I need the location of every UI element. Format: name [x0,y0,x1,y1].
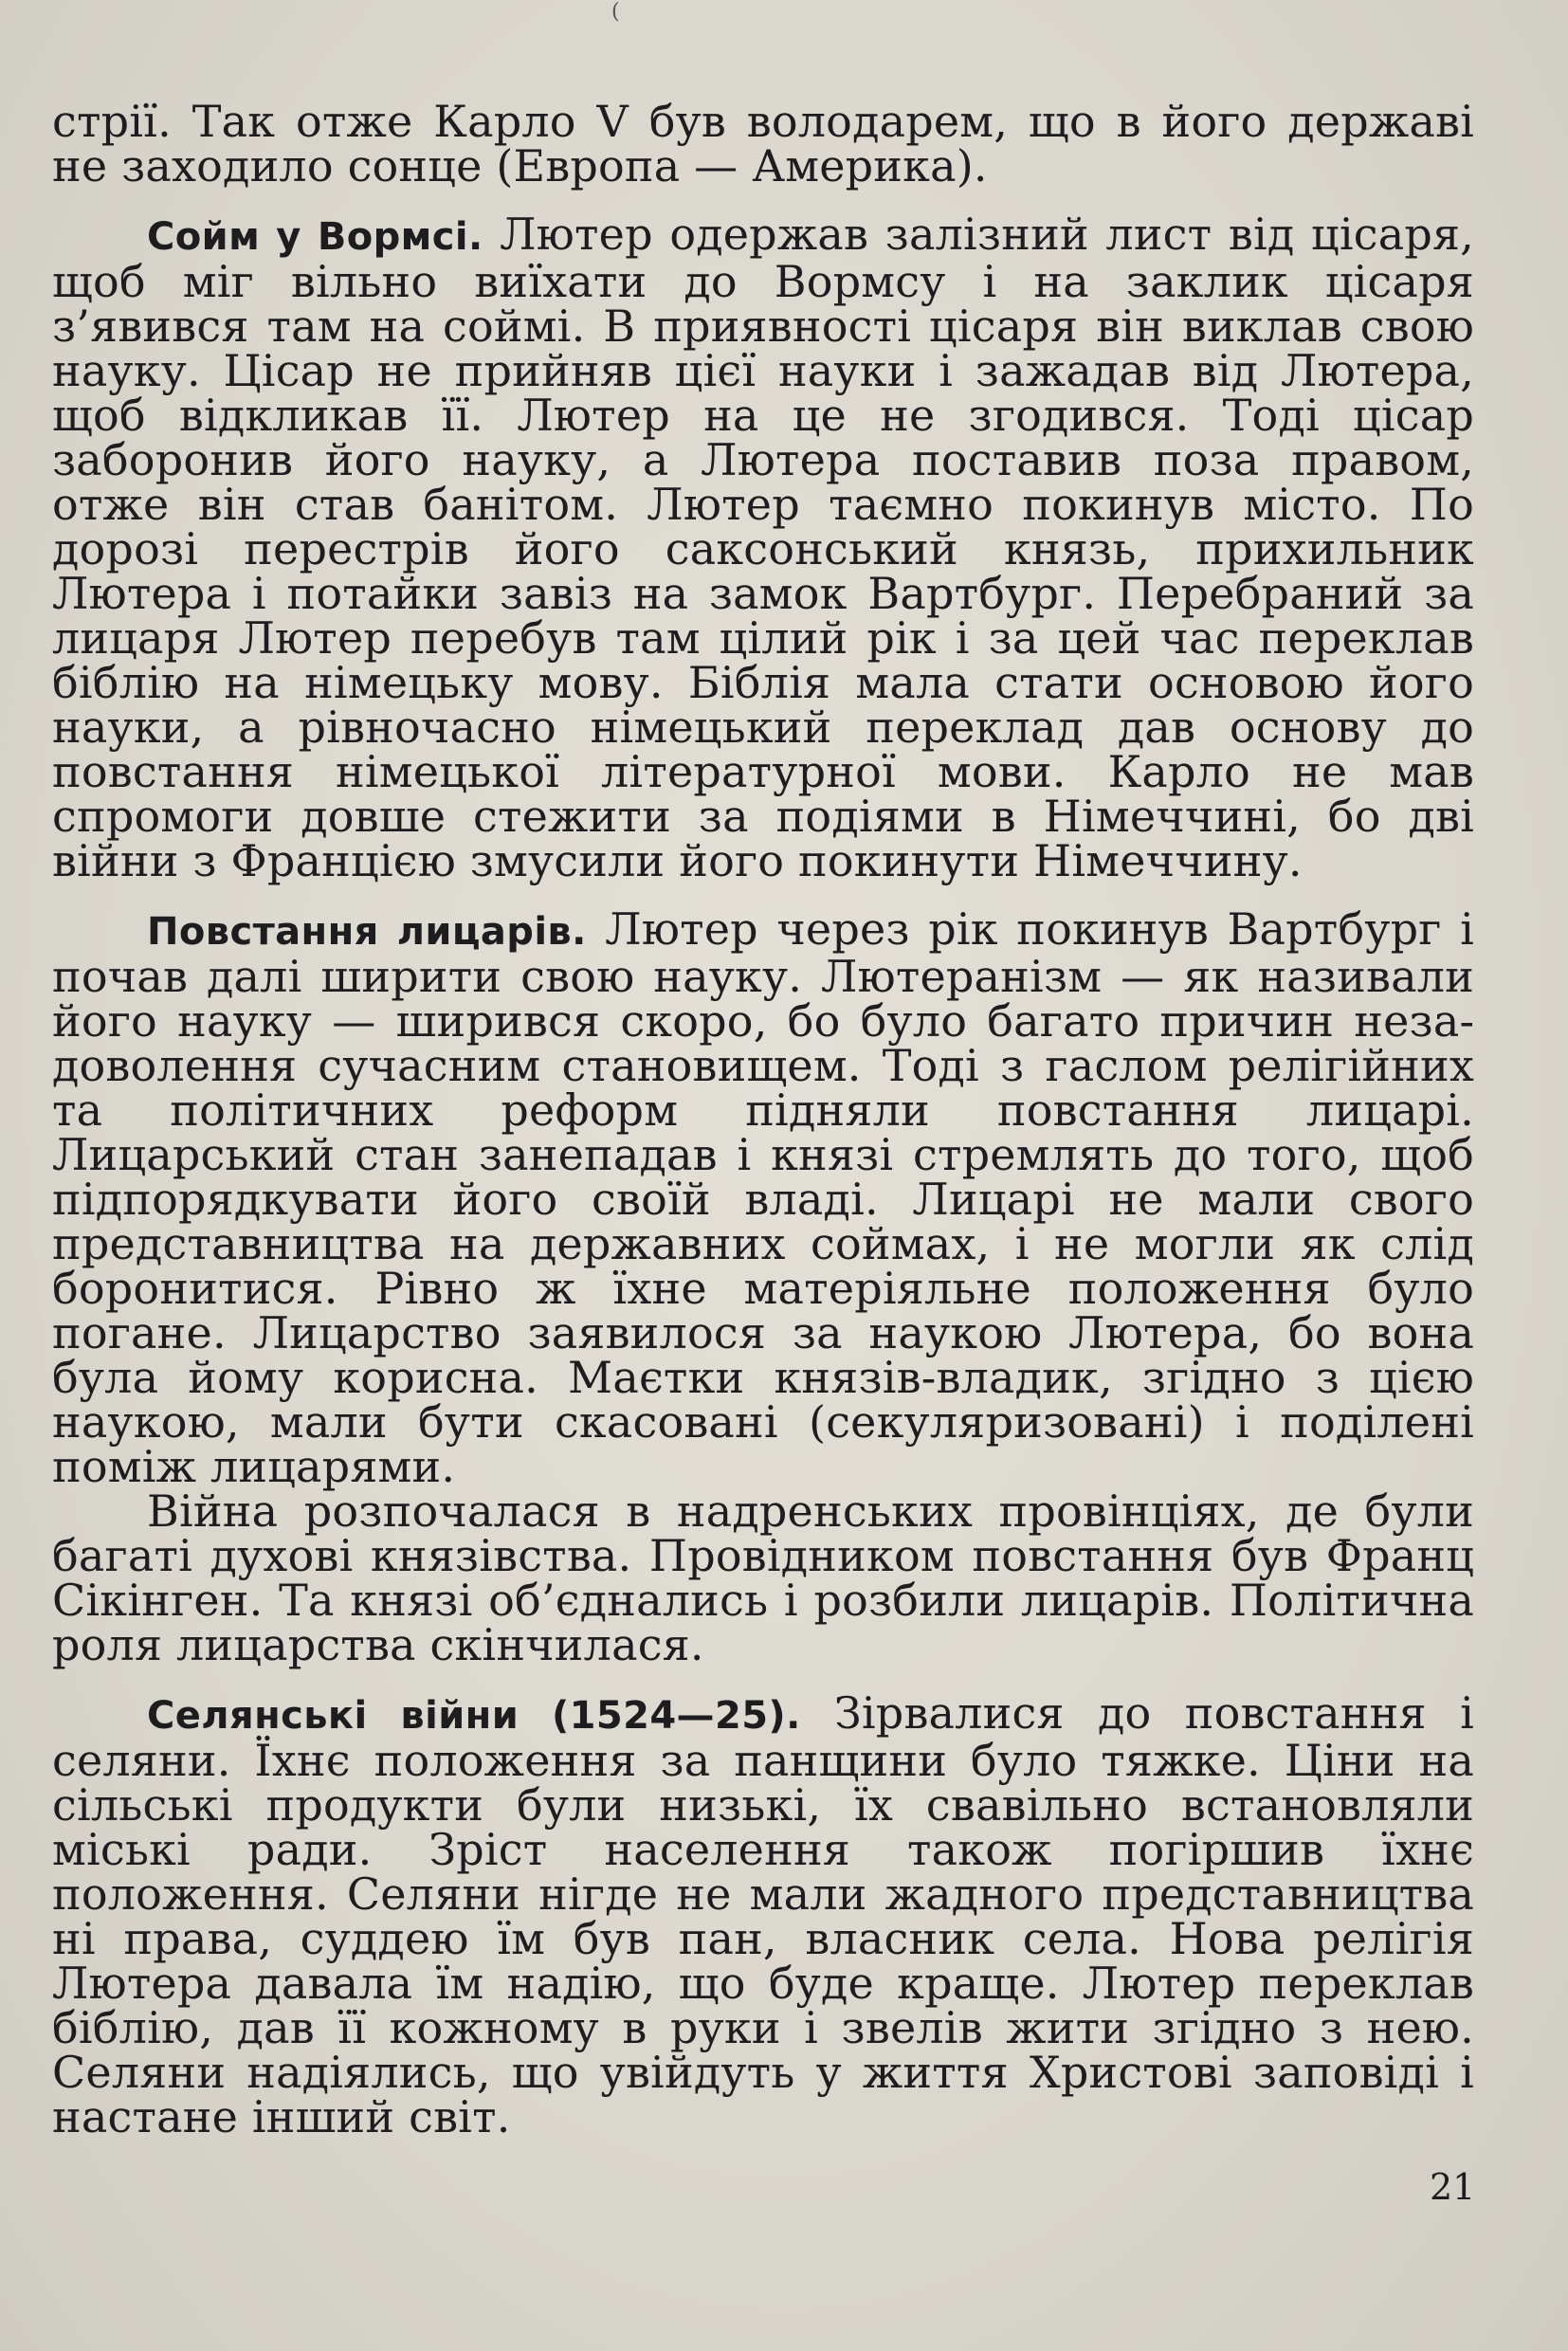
knights-heading: Повстання лицарів. [147,910,587,954]
knights-text: Лютер через рік покинув Вартбург і почав далі ширити свою науку. Лютеранізм — як називали його науку — ширився скоро, бо було багато причин незадоволення сучасним становищем. Тоді з гаслом релігійних та політичних реформ підняли повстання лицарі. Лицарський стан занепадав і князі стремлять до того, щоб підпорядкувати його своїй владі. Лицарі не мали свого представництва на державних соймах, і не могли як слід боронитися. Рівно ж їхне матеріяльне положення було погане. Лицарство заявилося за наукою Лютера, бо вона була йому корисна. Маєтки князів-владик, згідно з цією наукою, мали бути скасовані (секуляризовані) і поділені поміж лицарями. [52,903,1474,1492]
sejm-paragraph [52,209,1475,886]
page-top-mark: ( [611,0,620,24]
page-body [52,96,1475,2142]
peasants-paragraph [52,1687,1474,2142]
peasants-heading: Селянські війни (1524—25). [147,1694,801,1738]
intro-paragraph: стрії. Так отже Карло V був володарем, що в його державі не заходило сонце (Европа — Америка). [52,96,1474,191]
page-number: 21 [1430,2166,1476,2208]
war-paragraph: Війна розпочалася в надренських провінціях, де були багаті духові князівства. Провідником повстання був Франц Сікінген. Та князі об’єднались і розбили лицарів. Політична роля лицарства скінчилася. [52,1485,1474,1670]
knights-paragraph [52,903,1474,1492]
sejm-text: Лютер одержав залізний лист від цісаря, щоб міг вільно виїхати до Вормсу і на заклик цісаря з’явився там на соймі. В приявності цісаря він виклав свою науку. Цісар не прийняв цієї науки і зажадав від Лютера, щоб відкликав її. Лютер на це не згодився. Тоді цісар заборонив його науку, а Лютера поставив поза правом, отже він став банітом. Лютер таємно покинув місто. По дорозі перестрів його саксонський князь, прихильник Лютера і потайки завіз на замок Вартбург. Перебраний за лицаря Лютер перебув там цілий рік і за цей час переклав біблію на німецьку мову. Біблія мала стати основою його науки, а рівночасно німецький переклад дав основу до повстання німецької літературної мови. Карло не мав спромоги довше стежити за подіями в Німеччині, бо дві війни з Францією змусили його покинути Німеччину. [52,209,1475,886]
peasants-text: Зірвалися до повстання і селяни. Їхнє положення за панщини було тяжке. Ціни на сільські продукти були низькі, їх свавільно встановляли міські ради. Зріст населення також погіршив їхнє положення. Селяни нігде не мали жадного представництва ні права, суддею їм був пан, власник села. Нова релігія Лютера давала їм надію, що буде краще. Лютер переклав біблію, дав її кожному в руки і звелів жити згідно з нею. Селяни надіялись, що увійдуть у життя Христові заповіді і настане інший світ. [52,1687,1474,2142]
sejm-heading: Сойм у Вормсі. [147,215,483,259]
